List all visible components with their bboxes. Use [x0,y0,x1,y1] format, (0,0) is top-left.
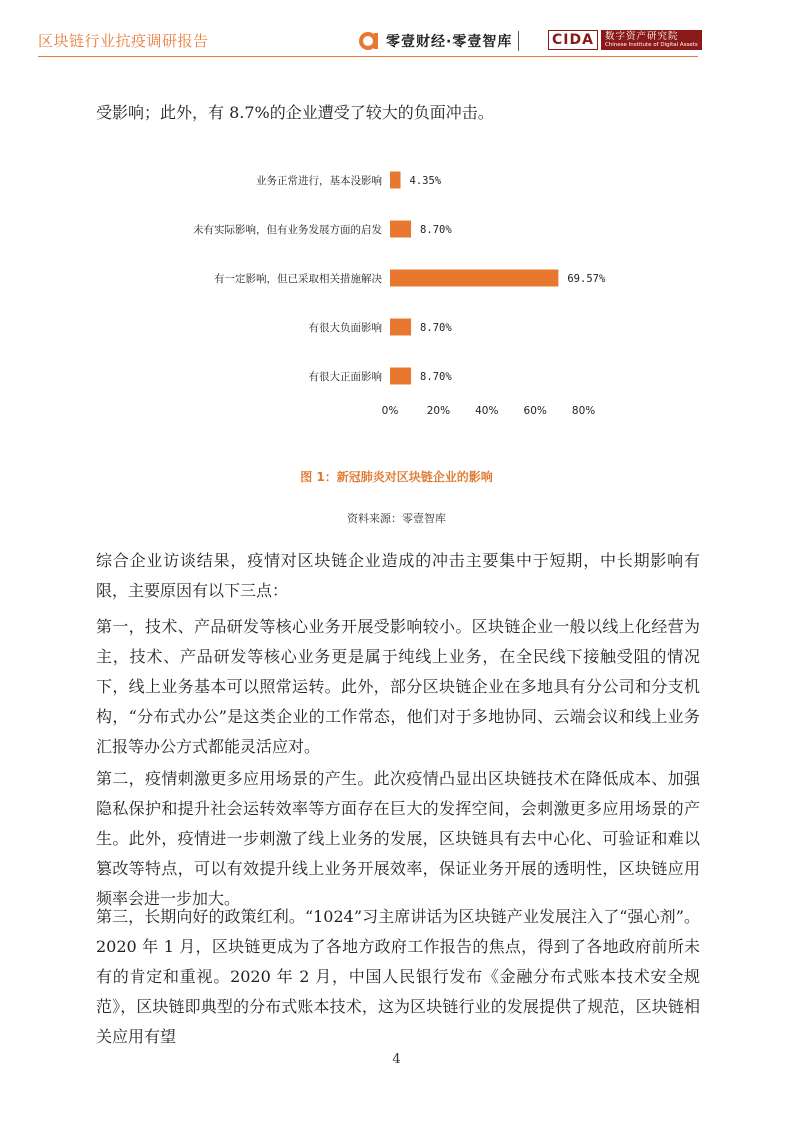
bar [390,319,411,336]
x-tick-label: 60% [523,405,547,417]
bar-category-label: 有很大负面影响 [308,322,382,334]
paragraph-summary: 综合企业访谈结果，疫情对区块链企业造成的冲击主要集中于短期，中长期影响有限，主要原因有以下三点： [96,551,700,600]
brand-separator [518,31,519,51]
cida-text-block [601,30,702,50]
header-title: 区块链行业抗疫调研报告 [38,32,209,50]
bar-value-label: 69.57% [567,273,606,285]
x-tick-label: 40% [475,405,499,417]
bar [390,221,411,238]
paragraph-third-reason: 第三，长期向好的政策红利。“1024”习主席讲话为区块链产业发展注入了“强心剂”。2020 年 1 月，区块链更成为了各地方政府工作报告的焦点，得到了各地政府前所未有的肯定和重视。2020 年 2 月，中国人民银行发布《金融分布式账本技术安全规范》，区块链即典型的分布式账本技术，这为区块链行业的发展提供了规范，区块链相关应用有望 [96,907,700,1046]
bar-value-label: 8.70% [420,322,452,334]
impact-bar-chart [150,160,650,430]
x-tick-label: 0% [381,405,399,417]
brand-text: 零壹财经·零壹智库 [386,34,513,50]
paragraph-first-reason: 第一，技术、产品研发等核心业务开展受影响较小。区块链企业一般以线上化经营为主，技术、产品研发等核心业务更是属于纯线上业务，在全民线下接触受阻的情况下，线上业务基本可以照常运转。此外，部分区块链企业在多地具有分公司和分支机构，“分布式办公”是这类企业的工作常态，他们对于多地协同、云端会议和线上业务汇报等办公方式都能灵活应对。 [96,617,700,756]
intro-line: 受影响；此外，有 8.7%的企业遭受了较大的负面冲击。 [96,103,494,122]
cida-logo [548,28,702,52]
bar-value-label: 8.70% [420,224,452,236]
bar [390,270,558,287]
bar-value-label: 4.35% [409,175,442,187]
lingyi-logo-icon [358,30,380,52]
brand-logo-group [358,30,525,52]
paragraph-second-reason: 第二，疫情刺激更多应用场景的产生。此次疫情凸显出区块链技术在降低成本、加强隐私保护和提升社会运转效率等方面存在巨大的发挥空间，会刺激更多应用场景的产生。此外，疫情进一步刺激了线上业务的发展，区块链具有去中心化、可验证和难以篡改等特点，可以有效提升线上业务开展效率，保证业务开展的透明性，区块链应用频率会进一步加大。 [96,769,700,908]
bar-value-label: 8.70% [420,371,452,383]
page-number: 4 [392,1052,401,1067]
header-divider [38,56,698,57]
bar-category-label: 有很大正面影响 [308,371,382,383]
bar-category-label: 未有实际影响，但有业务发展方面的启发 [193,224,382,236]
bar-category-label: 业务正常进行，基本没影响 [256,175,382,187]
impact-chart [150,160,650,430]
x-tick-label: 20% [426,405,451,417]
cida-cn-name: 数字资产研究院 [604,31,679,42]
bar [390,368,411,385]
bar-category-label: 有一定影响，但已采取相关措施解决 [214,273,382,285]
x-tick-label: 80% [571,405,596,417]
cida-mark: CIDA [548,30,598,50]
figure-title: 图 1：新冠肺炎对区块链企业的影响 [300,470,493,484]
cida-en-name: Chinese Institute of Digital Assets [604,42,698,48]
figure-source: 资料来源：零壹智库 [347,512,446,525]
bar [390,172,401,189]
